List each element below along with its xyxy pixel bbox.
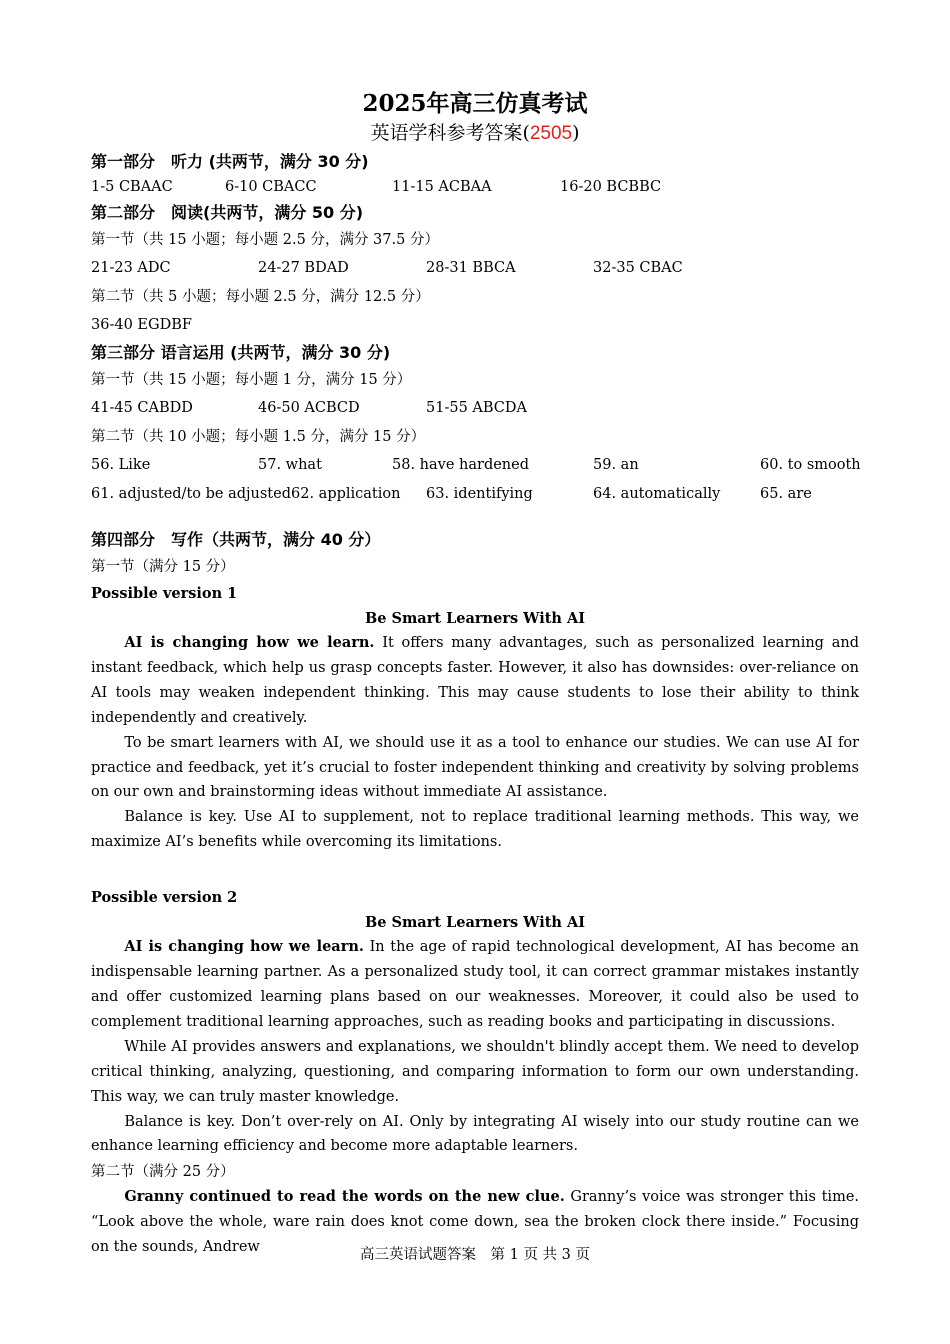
- answer-item: 58. have hardened: [392, 457, 530, 473]
- answer-group: 6-10 CBACC: [225, 179, 317, 195]
- answer-group: 36-40 EGDBF: [91, 317, 192, 333]
- answer-group: 51-55 ABCDA: [426, 400, 527, 416]
- part3-row2: [91, 480, 859, 509]
- version2-title: Be Smart Learners With AI: [364, 914, 586, 932]
- version1-label: Possible version 1: [91, 585, 238, 602]
- part3-row1: [91, 451, 859, 480]
- answer-group: 28-31 BBCA: [426, 260, 516, 276]
- part4-section2-note: 第二节（满分 25 分）: [91, 1164, 235, 1181]
- answer-group: 32-35 CBAC: [593, 260, 683, 276]
- part1-answers: [91, 175, 859, 200]
- part2-section2-note: 第二节（共 5 小题；每小题 2.5 分，满分 12.5 分）: [91, 289, 430, 305]
- answer-item: 57. what: [258, 457, 322, 473]
- answer-group: 16-20 BCBBC: [560, 179, 662, 195]
- part2-section1-answers: [91, 254, 859, 283]
- version2-paragraph: While AI provides answers and explanations, we shouldn't blindly accept them. We need to develop critical thinking, analyzing, questioning, and comparing information to form our own understanding. This way, we can truly master knowledge.: [91, 1038, 859, 1105]
- part2-heading: 第二部分 阅读(共两节，满分 50 分): [91, 203, 364, 222]
- part3-section2-note: 第二节（共 10 小题；每小题 1.5 分，满分 15 分）: [91, 429, 426, 445]
- answer-item: 59. an: [593, 457, 639, 473]
- part4-heading: 第四部分 写作（共两节，满分 40 分）: [91, 530, 381, 549]
- answer-item: 60. to smooth: [760, 457, 861, 473]
- answer-item: 65. are: [760, 486, 812, 502]
- version2-label: Possible version 2: [91, 889, 238, 907]
- version1-title: Be Smart Learners With AI: [364, 610, 586, 627]
- version2-paragraph: Balance is key. Don’t over-rely on AI. Only by integrating AI wisely into our study routine can we enhance learning efficiency and become more adaptable learners.: [91, 1113, 859, 1155]
- answer-item: 63. identifying: [426, 486, 533, 502]
- continuation-paragraph: Granny continued to read the words on the new clue. Granny’s voice was stronger this time. “Look above the whole, ware rain does knot come down, sea the broken clock there inside.” Focusing on the sounds, Andrew: [91, 1188, 860, 1256]
- version1-paragraph: To be smart learners with AI, we should use it as a tool to enhance our studies. We can use AI for practice and feedback, yet it’s crucial to foster independent thinking and creativity by solving problems on our own and brainstorming ideas without immediate AI assistance.: [91, 734, 859, 801]
- part4-section1-note: 第一节（满分 15 分）: [91, 559, 235, 575]
- version2-paragraph: AI is changing how we learn. In the age of rapid technological development, AI has become an indispensable learning partner. As a personalized study tool, it can correct grammar mistakes instantly and offer customized learning plans based on our weaknesses. Moreover, it could also be used to complement traditional learning approaches, such as reading books and participating in discussions.: [91, 938, 859, 1030]
- part3-section1-answers: [91, 394, 859, 423]
- answer-item: 64. automatically: [593, 486, 721, 502]
- answer-item: 62. application: [291, 486, 401, 502]
- version1-paragraph: AI is changing how we learn. It offers many advantages, such as personalized learning and instant feedback, which help us grasp concepts faster. However, it also has downsides: over-reliance on AI tools may weaken independent thinking. This may cause students to lose their ability to think independently and creatively.: [91, 634, 859, 726]
- answer-sheet: [91, 88, 859, 1260]
- page-footer: 高三英语试题答案 第 1 页 共 3 页: [360, 1247, 590, 1263]
- version1-paragraph: Balance is key. Use AI to supplement, not to replace traditional learning methods. This way, we maximize AI’s benefits while overcoming its limitations.: [91, 809, 859, 851]
- answer-group: 41-45 CABDD: [91, 400, 193, 416]
- page-subtitle: 英语学科参考答案(2505): [370, 122, 580, 144]
- answer-group: 46-50 ACBCD: [258, 400, 360, 416]
- answer-group: 21-23 ADC: [91, 260, 171, 276]
- part2-section2-answers: [91, 311, 859, 340]
- part3-section1-note: 第一节（共 15 小题；每小题 1 分，满分 15 分）: [91, 372, 412, 388]
- exam-code: 2505: [529, 123, 573, 144]
- part1-heading: 第一部分 听力 (共两节，满分 30 分): [91, 152, 369, 171]
- answer-group: 11-15 ACBAA: [392, 179, 492, 195]
- page-title: 2025年高三仿真考试: [362, 90, 588, 117]
- part3-heading: 第三部分 语言运用 (共两节，满分 30 分): [91, 343, 391, 362]
- part2-section1-note: 第一节（共 15 小题；每小题 2.5 分，满分 37.5 分）: [91, 232, 439, 248]
- answer-group: 1-5 CBAAC: [91, 179, 173, 195]
- answer-group: 24-27 BDAD: [258, 260, 349, 276]
- answer-item: 61. adjusted/to be adjusted: [91, 486, 291, 502]
- answer-item: 56. Like: [91, 457, 151, 473]
